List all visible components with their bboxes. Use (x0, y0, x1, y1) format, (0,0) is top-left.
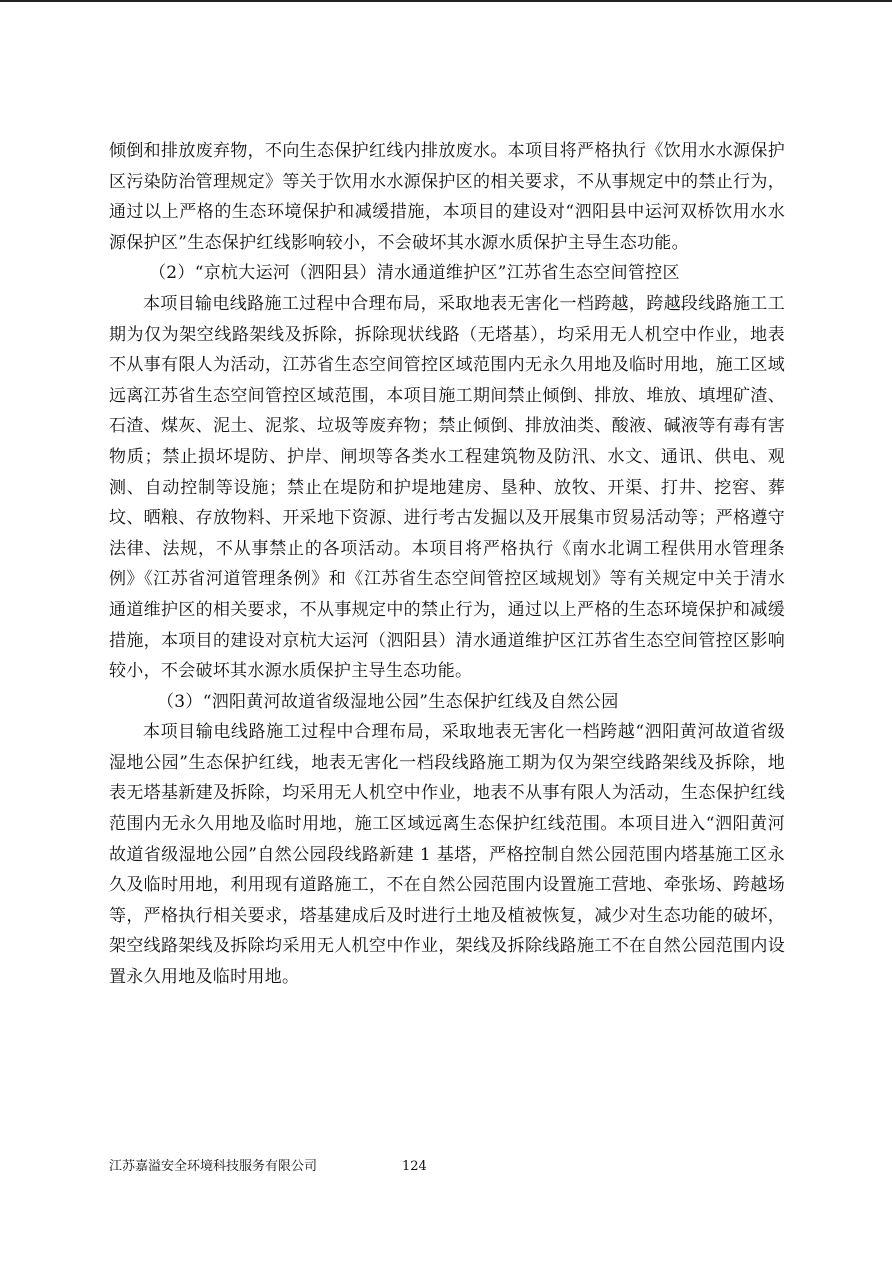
section-heading-3: （3）“泗阳黄河故道省级湿地公园”生态保护红线及自然公园 (157, 691, 619, 712)
footer-company-name: 江苏嘉溢安全环境科技服务有限公司 (109, 1159, 318, 1174)
top-border-rule (0, 0, 892, 2)
body-paragraph-wetland-park: 本项目输电线路施工过程中合理布局，采取地表无害化一档跨越“泗阳黄河故道省级湿地公园”生态保护红线，地表无害化一档段线路施工期为仅为架空线路架线及拆除，地表无塔基新建及拆除，均采用无人机空中作业，地表不从事有限人为活动，生态保护红线范围内无永久用地及临时用地，施工区域远离生态保护红线范围。本项目进入“泗阳黄河故道省级湿地公园”自然公园段线路新建 1 基塔，严格控制自然公园范围内塔基施工区永久及临时用地，利用现有道路施工，不在自然公园范围内设置施工营地、牵张场、跨越场等，严格执行相关要求，塔基建成后及时进行土地及植被恢复，减少对生态功能的破坏，架空线路架线及拆除均采用无人机空中作业，架线及拆除线路施工不在自然公园范围内设置永久用地及临时用地。 (109, 722, 785, 988)
page-number: 124 (402, 1159, 427, 1174)
page-footer (109, 1157, 785, 1177)
document-body (109, 136, 785, 993)
body-paragraph-continuation: 倾倒和排放废弃物，不向生态保护红线内排放废水。本项目将严格执行《饮用水水源保护区污染防治管理规定》等关于饮用水水源保护区的相关要求，不从事规定中的禁止行为，通过以上严格的生态环境保护和减缓措施，本项目的建设对“泗阳县中运河双桥饮用水水源保护区”生态保护红线影响较小，不会破坏其水源水质保护主导生态功能。 (109, 141, 785, 253)
body-paragraph-grand-canal: 本项目输电线路施工过程中合理布局，采取地表无害化一档跨越，跨越段线路施工工期为仅为架空线路架线及拆除，拆除现状线路（无塔基），均采用无人机空中作业，地表不从事有限人为活动，江苏省生态空间管控区域范围内无永久用地及临时用地，施工区域远离江苏省生态空间管控区域范围，本项目施工期间禁止倾倒、排放、堆放、填埋矿渣、石渣、煤灰、泥土、泥浆、垃圾等废弃物；禁止倾倒、排放油类、酸液、碱液等有毒有害物质；禁止损坏堤防、护岸、闸坝等各类水工程建筑物及防汛、水文、通讯、供电、观测、自动控制等设施；禁止在堤防和护堤地建房、垦种、放牧、开渠、打井、挖窖、葬坟、晒粮、存放物料、开采地下资源、进行考古发掘以及开展集市贸易活动等；严格遵守法律、法规，不从事禁止的各项活动。本项目将严格执行《南水北调工程供用水管理条例》《江苏省河道管理条例》和《江苏省生态空间管控区域规划》等有关规定中关于清水通道维护区的相关要求，不从事规定中的禁止行为，通过以上严格的生态环境保护和减缓措施，本项目的建设对京杭大运河（泗阳县）清水通道维护区江苏省生态空间管控区影响较小，不会破坏其水源水质保护主导生态功能。 (109, 293, 785, 682)
section-heading-2: （2）“京杭大运河（泗阳县）清水通道维护区”江苏省生态空间管控区 (149, 263, 680, 284)
